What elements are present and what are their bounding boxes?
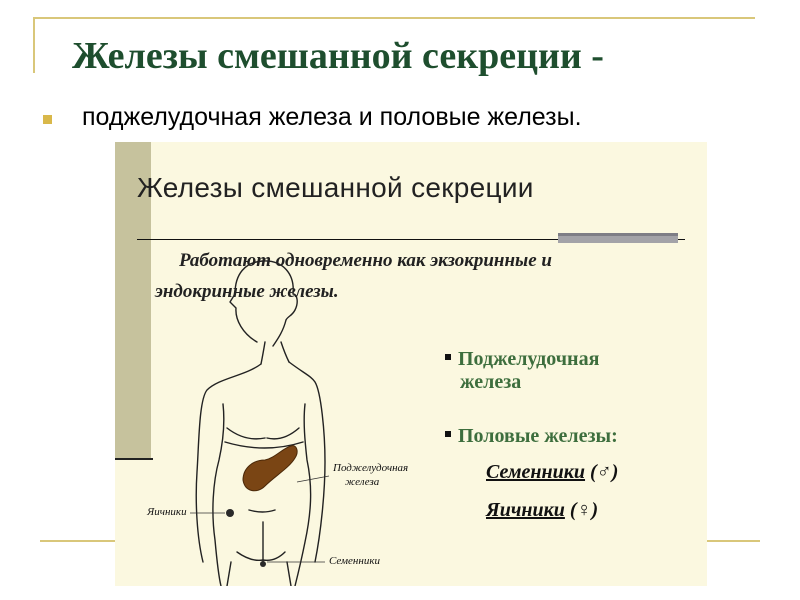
panel-title: Железы смешанной секреции xyxy=(137,172,534,203)
slide-subtitle: поджелудочная железа и половые железы. xyxy=(82,103,582,131)
ovary-dot xyxy=(226,509,234,517)
sub-item-ovaries-word: Яичники xyxy=(486,499,565,521)
panel-description-line-2: эндокринные железы. xyxy=(155,281,339,302)
pancreas-shape xyxy=(243,446,297,491)
list-bullet-icon xyxy=(445,431,451,437)
testes-label: Семенники xyxy=(329,555,380,567)
pancreas-label-line-2: железа xyxy=(345,476,380,488)
illustration-panel xyxy=(115,142,707,586)
pancreas-label-line-1: Поджелудочная xyxy=(333,462,409,474)
slide-title: Железы смешанной секреции - xyxy=(72,35,604,77)
frame-left-line xyxy=(33,17,35,73)
testes-dot xyxy=(260,561,266,567)
human-body-illustration xyxy=(115,142,707,586)
list-item-gonads: Половые железы: xyxy=(458,425,618,447)
ovaries-label: Яичники xyxy=(147,506,187,518)
frame-top-line xyxy=(33,17,755,19)
female-symbol-icon: (♀) xyxy=(569,499,599,521)
sub-item-testes-word: Семенники xyxy=(486,461,586,483)
panel-description-line-1: Работают одновременно как экзокринные и xyxy=(179,250,552,271)
sub-item-testes xyxy=(486,461,618,484)
sub-item-ovaries xyxy=(486,499,598,522)
bullet-square-icon xyxy=(43,115,52,124)
male-symbol-icon: (♂) xyxy=(590,461,619,483)
list-bullet-icon xyxy=(445,354,451,360)
list-item-pancreas-line-1: Поджелудочная xyxy=(458,348,600,370)
list-item-pancreas-line-2: железа xyxy=(460,371,522,393)
